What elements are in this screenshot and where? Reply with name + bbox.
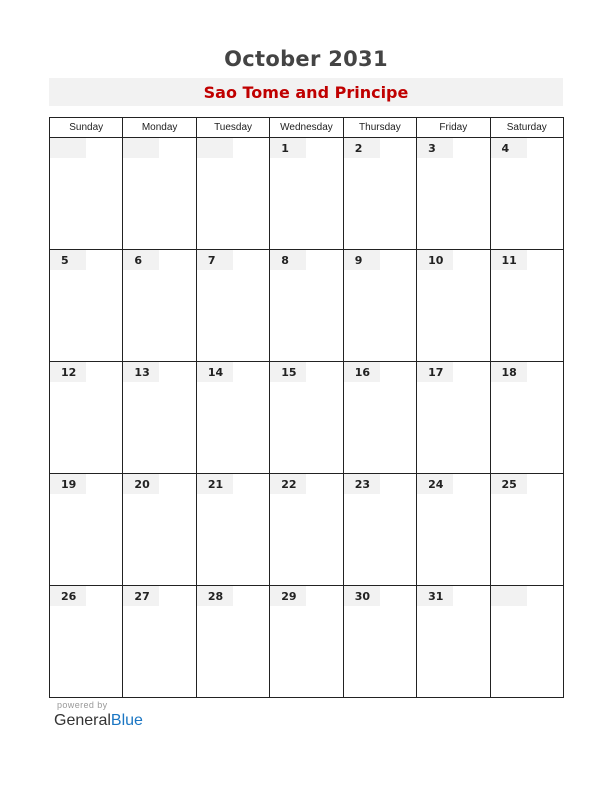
day-number: 5 bbox=[50, 250, 86, 270]
day-number: 22 bbox=[270, 474, 306, 494]
weekday-header: Thursday bbox=[343, 118, 416, 138]
day-cell bbox=[123, 138, 196, 250]
day-cell bbox=[270, 138, 343, 250]
day-number bbox=[491, 586, 527, 606]
weekday-header: Sunday bbox=[50, 118, 123, 138]
day-number: 21 bbox=[197, 474, 233, 494]
day-cell bbox=[343, 138, 416, 250]
day-number: 25 bbox=[491, 474, 527, 494]
day-cell bbox=[196, 586, 269, 698]
day-number: 27 bbox=[123, 586, 159, 606]
weekday-header: Friday bbox=[417, 118, 490, 138]
day-number: 31 bbox=[417, 586, 453, 606]
day-number: 4 bbox=[491, 138, 527, 158]
day-number: 2 bbox=[344, 138, 380, 158]
day-cell bbox=[123, 474, 196, 586]
day-number: 12 bbox=[50, 362, 86, 382]
day-number: 3 bbox=[417, 138, 453, 158]
day-number bbox=[50, 138, 86, 158]
page-title: October 2031 bbox=[224, 47, 388, 71]
day-cell bbox=[417, 474, 490, 586]
weekday-header: Wednesday bbox=[270, 118, 343, 138]
day-cell bbox=[270, 250, 343, 362]
weekday-header: Tuesday bbox=[196, 118, 269, 138]
day-number: 13 bbox=[123, 362, 159, 382]
day-cell bbox=[343, 474, 416, 586]
day-number: 15 bbox=[270, 362, 306, 382]
week-row bbox=[50, 250, 564, 362]
brand-blue-text: Blue bbox=[110, 712, 143, 729]
day-number: 10 bbox=[417, 250, 453, 270]
day-cell bbox=[123, 362, 196, 474]
day-cell bbox=[417, 362, 490, 474]
day-cell bbox=[270, 474, 343, 586]
brand-general-text: General bbox=[54, 712, 111, 729]
day-number: 19 bbox=[50, 474, 86, 494]
day-cell bbox=[50, 474, 123, 586]
day-number bbox=[197, 138, 233, 158]
day-cell bbox=[490, 138, 563, 250]
day-number: 29 bbox=[270, 586, 306, 606]
week-row bbox=[50, 586, 564, 698]
day-cell bbox=[417, 586, 490, 698]
day-cell bbox=[490, 362, 563, 474]
day-cell bbox=[196, 138, 269, 250]
day-cell bbox=[50, 138, 123, 250]
day-number: 6 bbox=[123, 250, 159, 270]
day-cell bbox=[343, 250, 416, 362]
day-number: 16 bbox=[344, 362, 380, 382]
day-number: 28 bbox=[197, 586, 233, 606]
day-number: 20 bbox=[123, 474, 159, 494]
day-cell bbox=[196, 250, 269, 362]
day-cell bbox=[50, 250, 123, 362]
day-number: 17 bbox=[417, 362, 453, 382]
day-number: 18 bbox=[491, 362, 527, 382]
day-number: 11 bbox=[491, 250, 527, 270]
day-cell bbox=[343, 362, 416, 474]
day-number: 14 bbox=[197, 362, 233, 382]
day-cell bbox=[490, 586, 563, 698]
day-number: 8 bbox=[270, 250, 306, 270]
weekday-header-row bbox=[50, 118, 564, 138]
day-number bbox=[123, 138, 159, 158]
day-cell bbox=[50, 362, 123, 474]
weekday-header: Monday bbox=[123, 118, 196, 138]
week-row bbox=[50, 138, 564, 250]
day-cell bbox=[490, 250, 563, 362]
day-number: 24 bbox=[417, 474, 453, 494]
day-number: 9 bbox=[344, 250, 380, 270]
day-cell bbox=[123, 586, 196, 698]
weekday-header: Saturday bbox=[490, 118, 563, 138]
day-cell bbox=[417, 250, 490, 362]
day-cell bbox=[50, 586, 123, 698]
day-cell bbox=[196, 474, 269, 586]
day-cell bbox=[270, 362, 343, 474]
day-cell bbox=[490, 474, 563, 586]
day-cell bbox=[417, 138, 490, 250]
day-number: 23 bbox=[344, 474, 380, 494]
calendar-grid bbox=[49, 117, 564, 698]
country-banner bbox=[49, 78, 563, 106]
day-number: 1 bbox=[270, 138, 306, 158]
day-number: 26 bbox=[50, 586, 86, 606]
brand-logo[interactable] bbox=[54, 712, 143, 730]
day-number: 7 bbox=[197, 250, 233, 270]
week-row bbox=[50, 474, 564, 586]
day-number: 30 bbox=[344, 586, 380, 606]
week-row bbox=[50, 362, 564, 474]
day-cell bbox=[270, 586, 343, 698]
day-cell bbox=[123, 250, 196, 362]
day-cell bbox=[343, 586, 416, 698]
day-cell bbox=[196, 362, 269, 474]
country-name: Sao Tome and Principe bbox=[203, 83, 409, 102]
powered-by-label: powered by bbox=[57, 700, 108, 710]
